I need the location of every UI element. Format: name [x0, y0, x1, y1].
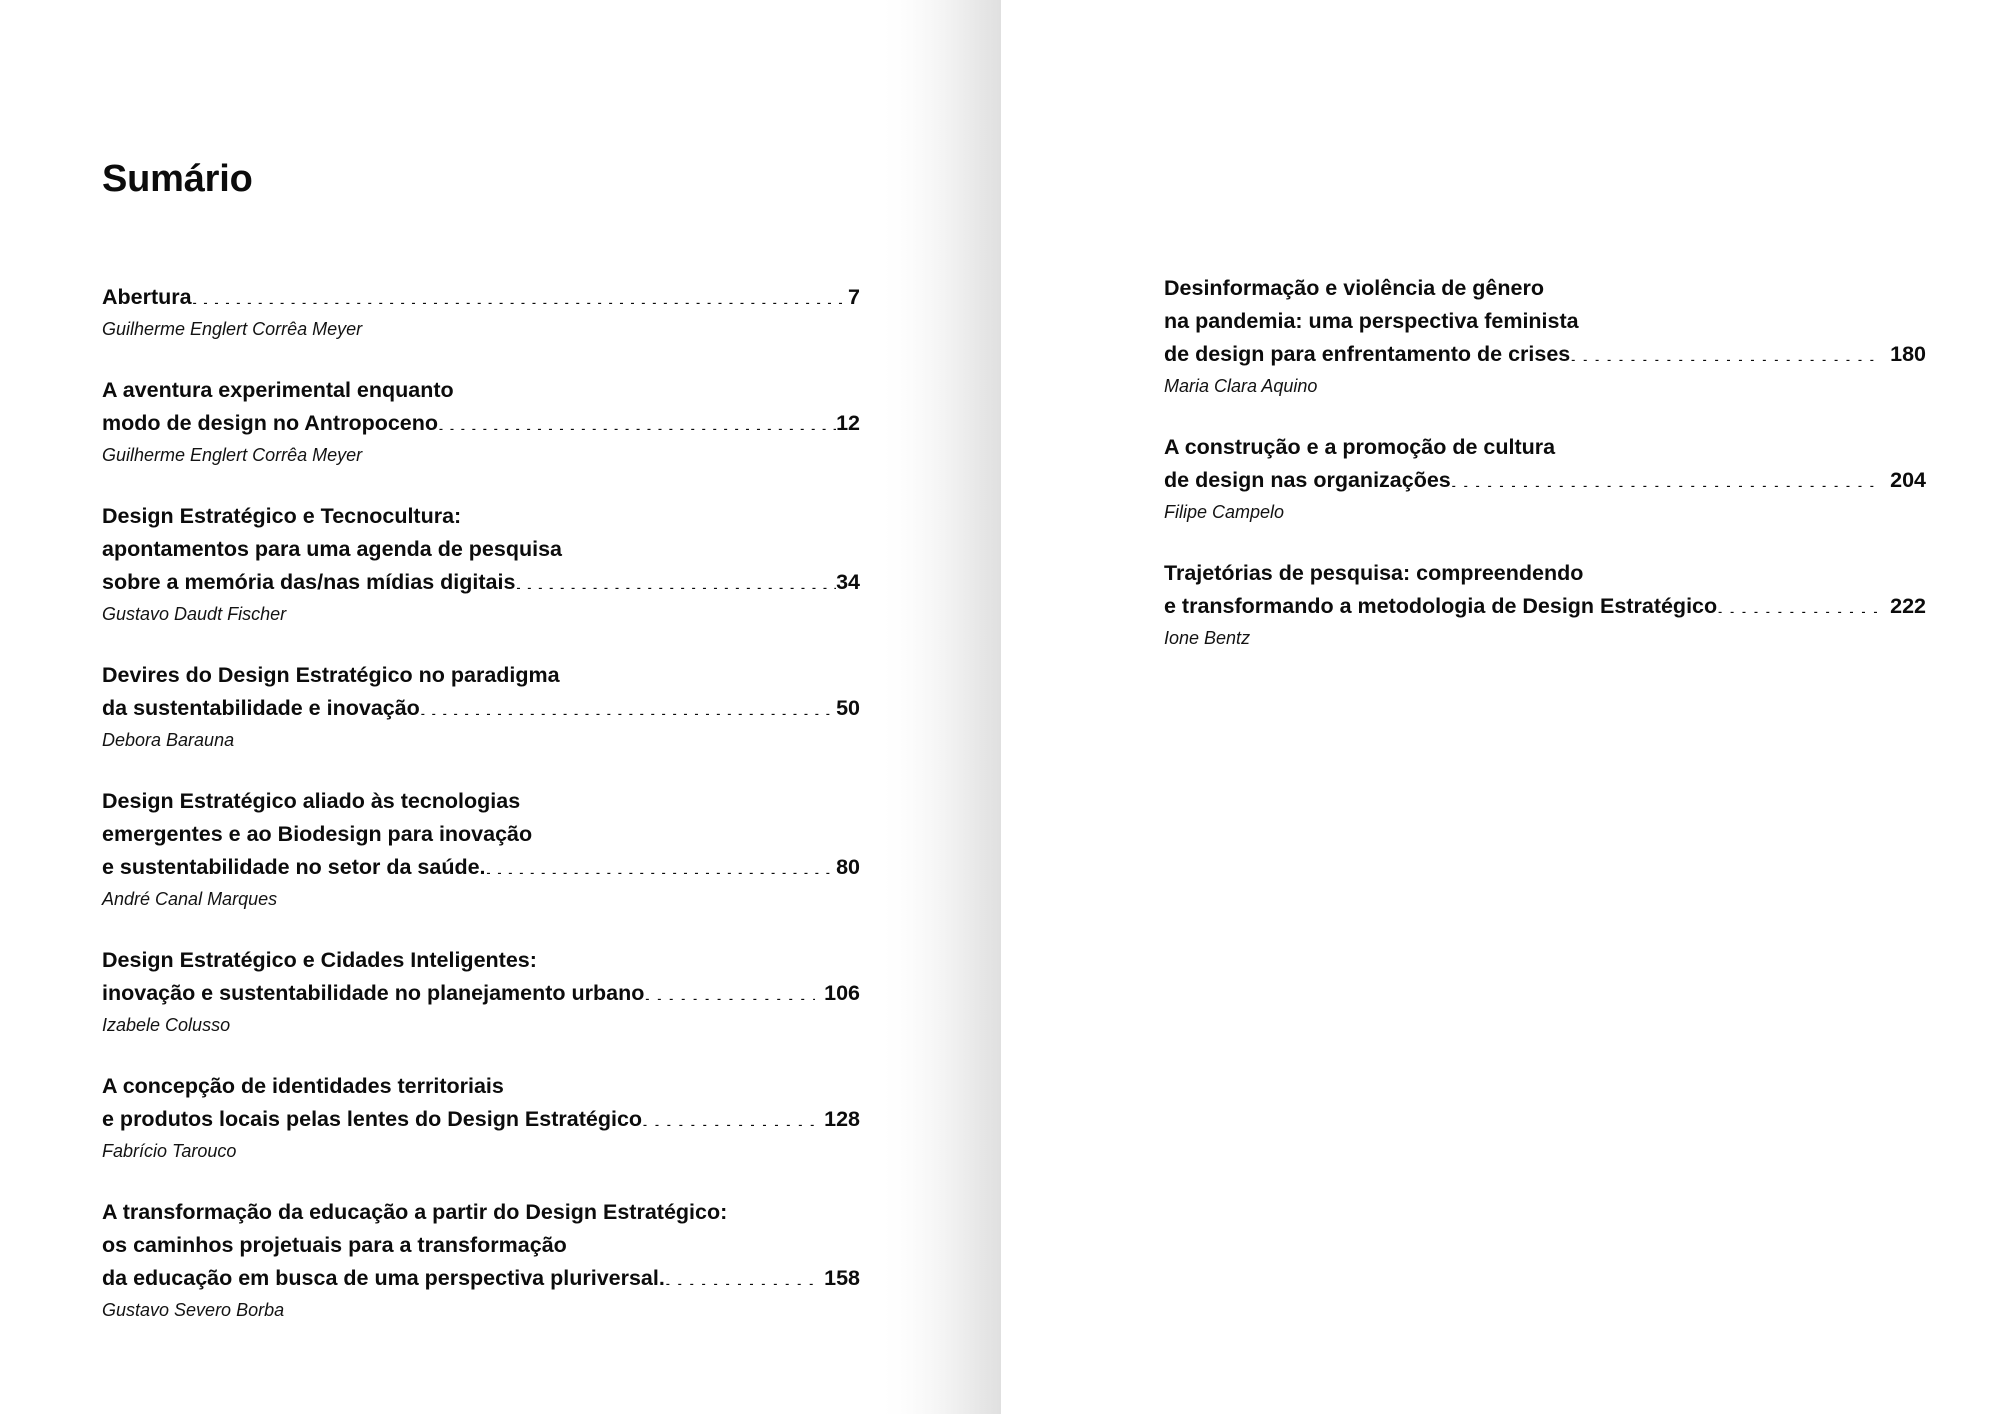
toc-entry-title-text: na pandemia: uma perspectiva feminista — [1164, 309, 1579, 333]
toc-entry-title-text: A concepção de identidades territoriais — [102, 1074, 504, 1098]
toc-entry-title-last-line — [102, 281, 860, 314]
toc-entry-title-text: Design Estratégico aliado às tecnologias — [102, 789, 521, 813]
toc-entry-title-text: de design nas organizações — [1164, 468, 1451, 492]
toc-entry[interactable] — [102, 785, 860, 913]
toc-entry-title-text: e produtos locais pelas lentes do Design Estratégico — [102, 1107, 643, 1131]
toc-page-number: 180 — [1890, 342, 1926, 366]
toc-entry[interactable] — [102, 1196, 860, 1324]
toc-entry-title-text: e sustentabilidade no setor da saúde. — [102, 855, 486, 879]
toc-entry-title-text: modo de design no Antropoceno — [102, 411, 439, 435]
toc-entry-author: Guilherme Englert Corrêa Meyer — [102, 445, 363, 465]
toc-entry-title-text: Desinformação e violência de gênero — [1164, 276, 1544, 300]
toc-entry-title-line — [102, 944, 860, 977]
toc-entry-author: André Canal Marques — [102, 889, 278, 909]
toc-page-number: 128 — [824, 1107, 860, 1131]
toc-entry-author: Izabele Colusso — [102, 1015, 231, 1035]
toc-entry-title-last-line — [102, 692, 860, 725]
book-gutter-shadow — [884, 0, 1001, 1414]
toc-entry-title-line — [102, 1229, 860, 1262]
toc-entry-author: Gustavo Daudt Fischer — [102, 604, 287, 624]
toc-entry[interactable] — [102, 944, 860, 1039]
toc-entry-title-text: inovação e sustentabilidade no planejamento urbano — [102, 981, 645, 1005]
dot-leader — [1570, 340, 1881, 362]
toc-entry[interactable] — [1164, 272, 1926, 400]
toc-entry-title-text: sobre a memória das/nas mídias digitais — [102, 570, 516, 594]
toc-entry-author: Maria Clara Aquino — [1164, 376, 1318, 396]
toc-entry-title-text: apontamentos para uma agenda de pesquisa — [102, 537, 562, 561]
toc-page-number: 7 — [848, 285, 860, 309]
toc-entry[interactable] — [102, 659, 860, 754]
dot-leader — [192, 283, 848, 305]
toc-entry-title-text: emergentes e ao Biodesign para inovação — [102, 822, 533, 846]
toc-list-right — [1164, 272, 1926, 683]
dot-leader — [1717, 592, 1881, 614]
toc-entry-title-line — [102, 818, 860, 851]
toc-page-number: 12 — [836, 411, 860, 435]
toc-entry-author: Guilherme Englert Corrêa Meyer — [102, 319, 363, 339]
toc-entry-author: Debora Barauna — [102, 730, 235, 750]
dot-leader — [438, 409, 836, 431]
toc-entry-title-line — [102, 1196, 860, 1229]
page-title: Sumário — [102, 158, 253, 201]
toc-entry-title-last-line — [102, 566, 860, 599]
dot-leader — [420, 694, 836, 716]
toc-entry-author: Ione Bentz — [1164, 628, 1251, 648]
toc-entry-title-last-line — [1164, 464, 1926, 497]
right-page — [1001, 0, 2000, 1414]
toc-page-number: 50 — [836, 696, 860, 720]
toc-entry-title-text: A transformação da educação a partir do Design Estratégico: — [102, 1200, 728, 1224]
toc-entry-title-text: A construção e a promoção de cultura — [1164, 435, 1556, 459]
toc-entry[interactable] — [102, 500, 860, 628]
toc-entry[interactable] — [102, 281, 860, 343]
toc-entry-title-last-line — [102, 1262, 860, 1295]
toc-entry-title-line — [1164, 431, 1926, 464]
left-page — [0, 0, 884, 1414]
toc-entry-title-line — [102, 533, 860, 566]
toc-entry-title-text: Trajetórias de pesquisa: compreendendo — [1164, 561, 1584, 585]
toc-page-number: 222 — [1890, 594, 1926, 618]
toc-entry[interactable] — [102, 1070, 860, 1165]
toc-entry-title-line — [1164, 305, 1926, 338]
toc-entry-title-line — [102, 785, 860, 818]
dot-leader — [644, 979, 815, 1001]
dot-leader — [665, 1264, 815, 1286]
toc-page-number: 158 — [824, 1266, 860, 1290]
toc-entry-title-last-line — [1164, 590, 1926, 623]
toc-entry-title-last-line — [1164, 338, 1926, 371]
toc-entry-title-last-line — [102, 851, 860, 884]
toc-entry-title-line — [1164, 557, 1926, 590]
toc-entry-title-last-line — [102, 1103, 860, 1136]
toc-entry-title-text: Devires do Design Estratégico no paradigma — [102, 663, 560, 687]
toc-entry-author: Gustavo Severo Borba — [102, 1300, 285, 1320]
toc-entry-title-line — [102, 374, 860, 407]
dot-leader — [1451, 466, 1881, 488]
toc-entry-title-text: da educação em busca de uma perspectiva pluriversal. — [102, 1266, 665, 1290]
toc-entry-title-line — [102, 1070, 860, 1103]
toc-entry-title-text: Design Estratégico e Tecnocultura: — [102, 504, 462, 528]
dot-leader — [642, 1105, 815, 1127]
toc-page-number: 106 — [824, 981, 860, 1005]
toc-entry-title-line — [1164, 272, 1926, 305]
toc-entry-title-line — [102, 659, 860, 692]
toc-page-number: 34 — [836, 570, 860, 594]
toc-entry-title-text: Abertura — [102, 285, 192, 309]
toc-entry[interactable] — [1164, 431, 1926, 526]
toc-entry-author: Filipe Campelo — [1164, 502, 1285, 522]
toc-page-number: 204 — [1890, 468, 1926, 492]
toc-entry-title-line — [102, 500, 860, 533]
toc-entry[interactable] — [102, 374, 860, 469]
toc-page-number: 80 — [836, 855, 860, 879]
toc-entry-title-text: Design Estratégico e Cidades Inteligentes: — [102, 948, 537, 972]
toc-list-left — [102, 281, 860, 1355]
dot-leader — [486, 853, 837, 875]
toc-entry-title-text: os caminhos projetuais para a transformação — [102, 1233, 567, 1257]
toc-entry-title-text: A aventura experimental enquanto — [102, 378, 454, 402]
toc-entry-author: Fabrício Tarouco — [102, 1141, 237, 1161]
toc-entry-title-last-line — [102, 977, 860, 1010]
toc-entry-title-text: de design para enfrentamento de crises — [1164, 342, 1571, 366]
toc-entry-title-last-line — [102, 407, 860, 440]
toc-entry-title-text: da sustentabilidade e inovação — [102, 696, 420, 720]
toc-entry[interactable] — [1164, 557, 1926, 652]
dot-leader — [515, 568, 836, 590]
toc-entry-title-text: e transformando a metodologia de Design Estratégico — [1164, 594, 1718, 618]
